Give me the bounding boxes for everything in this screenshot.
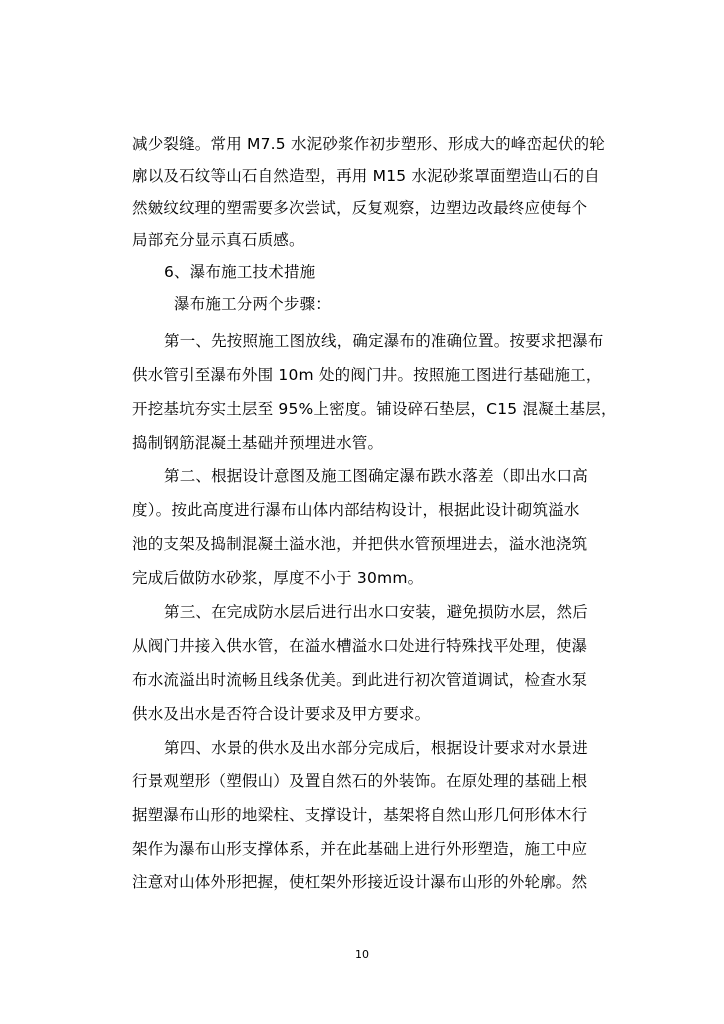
text-line: 减少裂缝。常用 M7.5 水泥砂浆作初步塑形、形成大的峰峦起伏的轮 [132, 135, 605, 153]
text-line: 供水管引至瀑布外围 10m 处的阀门井。按照施工图进行基础施工， [132, 366, 602, 384]
text-line: 从阀门井接入供水管，在溢水槽溢水口处进行特殊找平处理，使瀑 [132, 637, 588, 655]
text-line: 行景观塑形（塑假山）及置自然石的外装饰。在原处理的基础上根 [132, 772, 588, 790]
text-line: 供水及出水是否符合设计要求及甲方要求。 [132, 705, 431, 723]
text-line: 第三、在完成防水层后进行出水口安装，避免损防水层，然后 [164, 603, 588, 621]
text-line: 局部充分显示真石质感。 [132, 231, 305, 249]
text-line: 第二、根据设计意图及施工图确定瀑布跌水落差（即出水口高 [164, 467, 588, 485]
text-line: 注意对山体外形把握，使杠架外形接近设计瀑布山形的外轮廓。然 [132, 873, 588, 891]
text-line: 池的支架及捣制混凝土溢水池，并把供水管预埋进去，溢水池浇筑 [132, 535, 588, 553]
text-line: 然皴纹纹理的塑需要多次尝试，反复观察，边塑边改最终应使每个 [132, 199, 588, 217]
text-line: 第四、水景的供水及出水部分完成后，根据设计要求对水景进 [164, 739, 588, 757]
text-line: 完成后做防水砂浆，厚度不小于 30mm。 [132, 569, 424, 587]
text-line: 架作为瀑布山形支撑体系，并在此基础上进行外形塑造，施工中应 [132, 840, 588, 858]
text-line: 瀑布施工分两个步骤： [174, 295, 332, 313]
page-number: 10 [355, 948, 369, 961]
text-line: 第一、先按照施工图放线，确定瀑布的准确位置。按要求把瀑布 [164, 332, 604, 350]
text-line: 度）。按此高度进行瀑布山体内部结构设计，根据此设计砌筑溢水 [132, 501, 580, 519]
text-line: 捣制钢筋混凝土基础并预埋进水管。 [132, 434, 384, 452]
text-line: 开挖基坑夯实土层至 95%上密度。铺设碎石垫层，C15 混凝土基层， [132, 400, 617, 418]
text-line: 布水流溢出时流畅且线条优美。到此进行初次管道调试，检查水泵 [132, 671, 588, 689]
text-line: 廓以及石纹等山石自然造型，再用 M15 水泥砂浆罩面塑造山石的自 [132, 167, 600, 185]
section-heading: 6、瀑布施工技术措施 [164, 263, 316, 281]
text-line: 据塑瀑布山形的地梁柱、支撑设计，基架将自然山形几何形体木行 [132, 806, 588, 824]
